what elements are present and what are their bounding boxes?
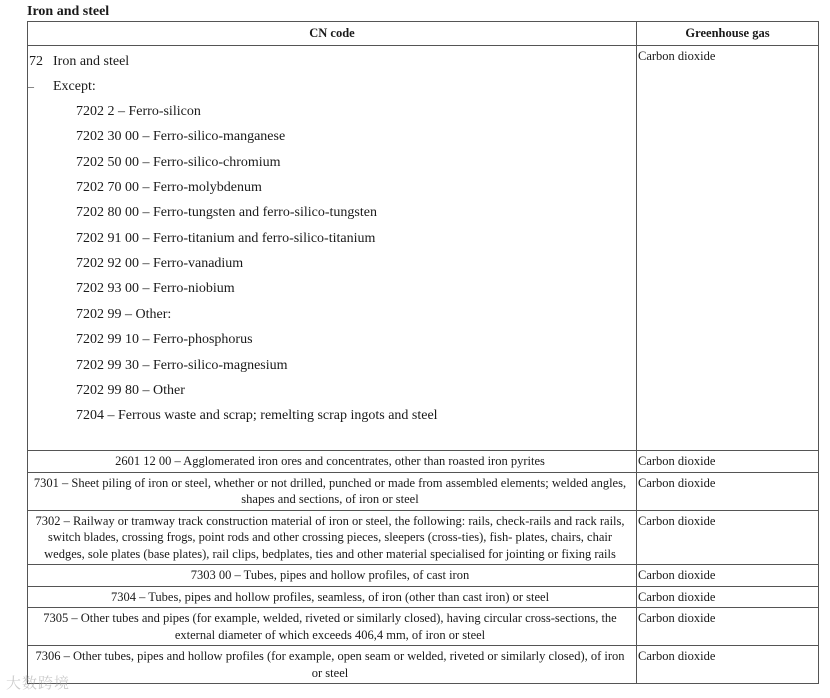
main-code: 72 bbox=[29, 54, 43, 69]
table-row bbox=[28, 608, 819, 646]
table-row bbox=[28, 586, 819, 608]
table-row-iron-and-steel bbox=[28, 46, 819, 451]
table-row bbox=[28, 472, 819, 510]
table-header-row bbox=[28, 22, 819, 46]
table-row bbox=[28, 646, 819, 684]
gas-cell: Carbon dioxide bbox=[637, 586, 819, 608]
except-item: 7202 70 00 – Ferro-molybdenum bbox=[76, 180, 262, 196]
gas-cell: Carbon dioxide bbox=[637, 472, 819, 510]
except-item: 7202 99 10 – Ferro-phosphorus bbox=[76, 332, 253, 348]
header-greenhouse-gas: Greenhouse gas bbox=[637, 22, 819, 46]
except-item: 7202 99 30 – Ferro-silico-magnesium bbox=[76, 357, 288, 373]
main-label: Iron and steel bbox=[53, 54, 130, 69]
gas-cell: Carbon dioxide bbox=[637, 565, 819, 587]
cn-cell: 7301 – Sheet piling of iron or steel, whether or not drilled, punched or made from assembled elements; welded angles, shapes and sections, of iron or steel bbox=[28, 472, 637, 510]
except-label: Except: bbox=[53, 79, 96, 94]
gas-cell: Carbon dioxide bbox=[637, 46, 819, 451]
cn-cell: 7302 – Railway or tramway track construction material of iron or steel, the following: rails, check-rails and rack rails, switch blades, crossing frogs, point rods and other crossing pieces, sleepers (cross-ties), fish- plates, chairs, chair wedges, sole plates (base plates), rail clips, bedplates, ties and other material specialised for jointing or fixing rails bbox=[28, 510, 637, 565]
except-item: 7202 99 – Other: bbox=[76, 306, 172, 322]
dash-mark: – bbox=[28, 79, 34, 93]
cn-cell: 2601 12 00 – Agglomerated iron ores and concentrates, other than roasted iron pyrites bbox=[28, 451, 637, 473]
except-item: 7202 93 00 – Ferro-niobium bbox=[76, 281, 235, 297]
except-item: 7202 30 00 – Ferro-silico-manganese bbox=[76, 129, 286, 145]
cn-cell: 7305 – Other tubes and pipes (for example, welded, riveted or similarly closed), having circular cross-sections, the external diameter of which exceeds 406,4 mm, of iron or steel bbox=[28, 608, 637, 646]
gas-cell: Carbon dioxide bbox=[637, 608, 819, 646]
cn-cell: 7304 – Tubes, pipes and hollow profiles, seamless, of iron (other than cast iron) or steel bbox=[28, 586, 637, 608]
cn-cell-main bbox=[28, 46, 637, 451]
gas-cell: Carbon dioxide bbox=[637, 510, 819, 565]
except-item: 7202 92 00 – Ferro-vanadium bbox=[76, 256, 244, 272]
except-item: 7202 80 00 – Ferro-tungsten and ferro-silico-tungsten bbox=[76, 205, 377, 221]
cn-code-table bbox=[27, 21, 819, 684]
table-row bbox=[28, 510, 819, 565]
watermark-logo: 大数跨境 bbox=[6, 674, 71, 692]
header-cn-code: CN code bbox=[28, 22, 637, 46]
except-item: 7204 – Ferrous waste and scrap; remelting scrap ingots and steel bbox=[76, 408, 438, 424]
cn-cell: 7306 – Other tubes, pipes and hollow profiles (for example, open seam or welded, riveted or similarly closed), of iron or steel bbox=[28, 646, 637, 684]
except-item: 7202 91 00 – Ferro-titanium and ferro-silico-titanium bbox=[76, 230, 376, 246]
page-title: Iron and steel bbox=[27, 4, 110, 19]
other-rows bbox=[28, 451, 819, 684]
except-item: 7202 99 80 – Other bbox=[76, 382, 185, 398]
gas-cell: Carbon dioxide bbox=[637, 646, 819, 684]
table-row bbox=[28, 565, 819, 587]
gas-cell: Carbon dioxide bbox=[637, 451, 819, 473]
except-item: 7202 50 00 – Ferro-silico-chromium bbox=[76, 154, 281, 170]
except-item: 7202 2 – Ferro-silicon bbox=[76, 104, 201, 119]
cn-cell: 7303 00 – Tubes, pipes and hollow profiles, of cast iron bbox=[28, 565, 637, 587]
table-row bbox=[28, 451, 819, 473]
